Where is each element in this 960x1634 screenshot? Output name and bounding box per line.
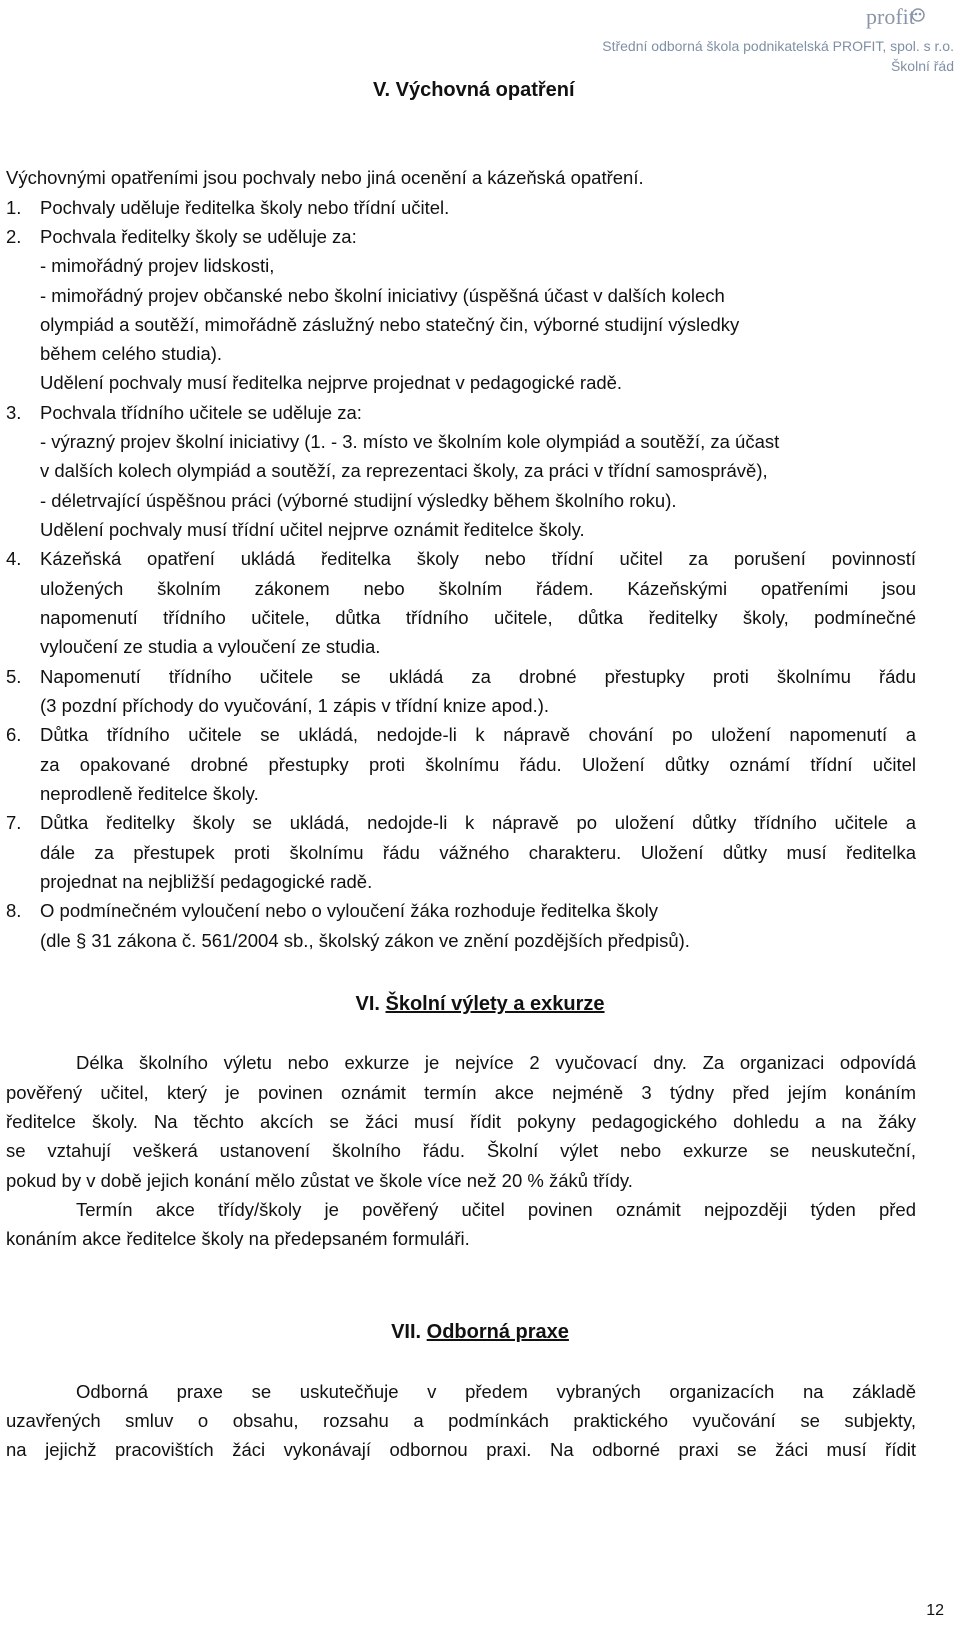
- section-7-title: [0, 1321, 960, 1344]
- item-7-line: projednat na nejbližší pedagogické radě.: [40, 871, 373, 892]
- item-8-number: 8.: [6, 900, 22, 921]
- item-2-line: - mimořádný projev občanské nebo školní iniciativy (úspěšná účast v dalších kolech: [40, 285, 725, 306]
- item-3-line: Pochvala třídního učitele se uděluje za:: [40, 402, 362, 423]
- item-7-line: Důtka ředitelky školy se ukládá, nedojde-li k nápravě po uložení důtky třídního učitele a: [40, 812, 916, 833]
- section-5-title: V. Výchovná opatření: [373, 79, 575, 101]
- item-4-number: 4.: [6, 548, 22, 569]
- section-6-prefix: VI.: [355, 993, 386, 1015]
- section-6-para-1-line: se vztahují veškerá ustanovení školního řádu. Školní výlet nebo exkurze se neuskuteční,: [6, 1140, 916, 1161]
- section-5-intro: Výchovnými opatřeními jsou pochvaly nebo jiná ocenění a kázeňská opatření.: [6, 167, 644, 188]
- item-2-line: olympiád a soutěží, mimořádně záslužný nebo statečný čin, výborné studijní výsledky: [40, 314, 740, 335]
- item-3-line: Udělení pochvaly musí třídní učitel nejprve oznámit ředitelce školy.: [40, 519, 585, 540]
- item-3-line: v dalších kolech olympiád a soutěží, za reprezentaci školy, za práci v třídní samosprávě),: [40, 460, 768, 481]
- item-7-line: dále za přestupek proti školnímu řádu vážného charakteru. Uložení důtky musí ředitelka: [40, 842, 916, 863]
- item-2-line: během celého studia).: [40, 343, 223, 364]
- page-number: 12: [926, 1602, 944, 1619]
- header-document-name: Školní řád: [890, 58, 954, 74]
- item-5-number: 5.: [6, 666, 22, 687]
- section-7-para-line: na jejichž pracovištích žáci vykonávají odbornou praxi. Na odborné praxi se žáci musí řídit: [6, 1439, 916, 1460]
- item-5-line: (3 pozdní příchody do vyučování, 1 zápis v třídní knize apod.).: [40, 695, 550, 716]
- item-2-line: - mimořádný projev lidskosti,: [40, 255, 275, 276]
- item-6-line: Důtka třídního učitele se ukládá, nedojde-li k nápravě chování po uložení napomenutí a: [40, 724, 916, 745]
- item-4-line: Kázeňská opatření ukládá ředitelka školy nebo třídní učitel za porušení povinností: [40, 548, 916, 569]
- svg-text:profit: profit: [866, 4, 915, 29]
- section-6-para-2-line: konáním akce ředitelce školy na předepsaném formuláři.: [6, 1228, 470, 1249]
- item-8-line: O podmínečném vyloučení nebo o vyloučení žáka rozhoduje ředitelka školy: [40, 900, 659, 921]
- section-7-prefix: VII.: [391, 1321, 427, 1343]
- section-6-para-1-line: pokud by v době jejich konání mělo zůstat ve škole více než 20 % žáků třídy.: [6, 1170, 633, 1191]
- section-6-para-1-line: pověřený učitel, který je povinen oznámit termín akce nejméně 3 týdny před jejím konáním: [6, 1082, 916, 1103]
- item-6-line: neprodleně ředitelce školy.: [40, 783, 259, 804]
- item-2-line: Udělení pochvaly musí ředitelka nejprve projednat v pedagogické radě.: [40, 372, 623, 393]
- item-3-number: 3.: [6, 402, 22, 423]
- section-6-para-1-line: Délka školního výletu nebo exkurze je nejvíce 2 vyučovací dny. Za organizaci odpovídá: [76, 1052, 916, 1073]
- item-2-line: Pochvala ředitelky školy se uděluje za:: [40, 226, 357, 247]
- item-5-line: Napomenutí třídního učitele se ukládá za drobné přestupky proti školnímu řádu: [40, 666, 916, 687]
- section-7-para-line: Odborná praxe se uskutečňuje v předem vybraných organizacích na základě: [76, 1381, 916, 1402]
- item-3-line: - déletrvající úspěšnou práci (výborné studijní výsledky během školního roku).: [40, 490, 677, 511]
- item-6-number: 6.: [6, 724, 22, 745]
- item-1-text: Pochvaly uděluje ředitelka školy nebo třídní učitel.: [40, 197, 450, 218]
- item-1-number: 1.: [6, 197, 22, 218]
- section-6-title: [0, 993, 960, 1016]
- item-4-line: napomenutí třídního učitele, důtka třídního učitele, důtka ředitelky školy, podmínečné: [40, 607, 916, 628]
- item-4-line: vyloučení ze studia a vyloučení ze studia.: [40, 636, 381, 657]
- item-2-number: 2.: [6, 226, 22, 247]
- item-3-line: - výrazný projev školní iniciativy (1. - 3. místo ve školním kole olympiád a soutěží, za účast: [40, 431, 780, 452]
- item-4-line: uložených školním zákonem nebo školním řádem. Kázeňskými opatřeními jsou: [40, 578, 916, 599]
- section-7-title-text: Odborná praxe: [426, 1321, 569, 1343]
- section-7-para-line: uzavřených smluv o obsahu, rozsahu a podmínkách praktického vyučování se subjekty,: [6, 1410, 916, 1431]
- item-7-number: 7.: [6, 812, 22, 833]
- profit-logo-icon: [866, 2, 938, 32]
- item-6-line: za opakované drobné přestupky proti školnímu řádu. Uložení důtky oznámí třídní učitel: [40, 754, 916, 775]
- section-6-para-2-line: Termín akce třídy/školy je pověřený učitel povinen oznámit nejpozději týden před: [76, 1199, 916, 1220]
- section-6-para-1-line: ředitelce školy. Na těchto akcích se žáci musí řídit pokyny pedagogického dohledu a na žáky: [6, 1111, 916, 1132]
- item-8-line: (dle § 31 zákona č. 561/2004 sb., školský zákon ve znění pozdějších předpisů).: [40, 930, 690, 951]
- header-school-name: Střední odborná škola podnikatelská PROFIT, spol. s r.o.: [602, 38, 954, 54]
- section-6-title-text: Školní výlety a exkurze: [385, 993, 605, 1015]
